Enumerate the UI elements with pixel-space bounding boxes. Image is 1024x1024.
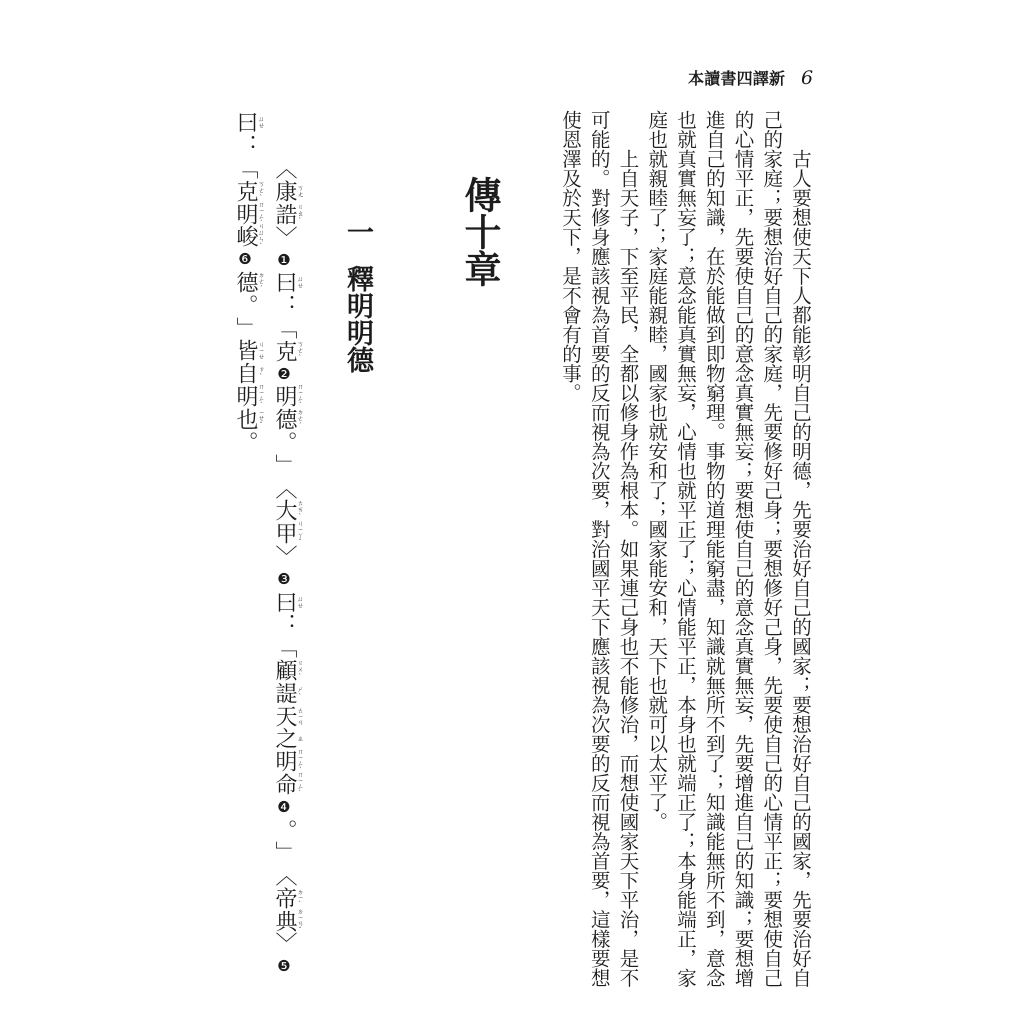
character-glyph: 德 (272, 408, 297, 431)
character-glyph: 」 (233, 316, 258, 339)
classic-character (233, 382, 265, 410)
character-glyph: 。 (233, 293, 258, 316)
character-glyph: 。 (272, 818, 297, 841)
punctuation-mark (272, 636, 296, 659)
character-glyph: 德 (233, 270, 258, 293)
character-glyph: 之 (272, 727, 297, 750)
character-glyph: ❸ (275, 569, 293, 588)
character-glyph: 克 (233, 179, 258, 202)
text-column: 使恩澤及於天下，是不會有的事。 (559, 110, 582, 403)
zhuyin-annotation: ㄩㄝ (296, 275, 304, 289)
character-glyph: ： (233, 134, 258, 157)
zhuyin-annotation: ㄍㄨˋ (296, 659, 304, 681)
zhuyin-annotation: ㄐㄧㄝ (257, 341, 265, 360)
punctuation-mark (272, 157, 296, 180)
punctuation-mark (233, 134, 257, 157)
zhuyin-annotation: ㄗˋ (257, 365, 265, 381)
zhuyin-annotation: ㄊㄧㄢ (296, 706, 304, 725)
zhuyin-annotation: ㄇㄧㄥˊ (296, 748, 304, 775)
punctuation-mark (272, 864, 296, 887)
zhuyin-annotation: ㄇㄧㄥˊ (257, 200, 265, 227)
classic-character (272, 590, 304, 613)
character-glyph: ❹ (275, 797, 293, 816)
character-glyph: 〉 (272, 932, 297, 955)
classic-character (272, 907, 304, 934)
zhuyin-annotation: ㄕˋ (296, 685, 304, 700)
character-glyph: 自 (233, 362, 258, 385)
classic-character (272, 886, 304, 910)
footnote-marker (272, 955, 296, 978)
character-glyph: ❶ (275, 250, 293, 269)
section-heading (343, 218, 371, 373)
punctuation-mark (272, 932, 296, 955)
classic-character (272, 658, 304, 682)
classic-character (272, 202, 304, 226)
translation-text (555, 110, 814, 990)
zhuyin-annotation: ㄓ (296, 735, 304, 742)
zhuyin-annotation: ㄐㄧㄚˇ (296, 520, 304, 547)
classic-character (272, 180, 304, 203)
character-glyph: ： (272, 294, 297, 317)
zhuyin-annotation: ㄇㄧㄥˊ (296, 383, 304, 410)
character-glyph: 曰 (272, 590, 297, 613)
character-glyph: 命 (272, 772, 297, 795)
character-glyph: 〉 (272, 544, 297, 567)
character-glyph: 顧 (272, 658, 297, 681)
character-glyph: 克 (272, 339, 297, 362)
zhuyin-annotation: ㄩㄝ (296, 595, 304, 609)
character-glyph: 〈 (272, 864, 297, 887)
zhuyin-annotation: ㄉㄧˋ (296, 888, 304, 908)
character-glyph: 。 (233, 430, 258, 453)
character-glyph: 〈 (272, 476, 297, 499)
character-glyph: ： (272, 613, 297, 636)
classic-character (272, 727, 304, 750)
classic-character (233, 407, 265, 430)
footnote-marker (272, 567, 296, 590)
character-glyph: 曰 (272, 271, 297, 294)
translation-paragraph (555, 110, 641, 990)
section-title: 釋明明德 (342, 265, 373, 373)
punctuation-mark (272, 476, 296, 499)
running-title: 本讀書四譯新 (688, 69, 786, 88)
punctuation-mark (272, 453, 296, 476)
classic-character (272, 704, 304, 727)
text-column: 可能的。對修身應該視為首要的反而視為次要，對治國平天下應該視為次要的反而視為首要，這樣要想 (587, 110, 611, 988)
zhuyin-annotation: ㄇㄧㄥˊ (257, 382, 265, 410)
character-glyph: 甲 (272, 522, 297, 545)
zhuyin-annotation: ㄊㄞˋ (296, 499, 304, 521)
punctuation-mark (272, 431, 296, 454)
text-column: 古人要想使天下人都能彰明自己的明德，先要治好自己的國家；要想治好自己的國家，先要治好自 (789, 149, 812, 988)
zhuyin-annotation: ㄎㄤ (296, 184, 304, 198)
classic-character (272, 339, 304, 362)
classic-character (272, 770, 304, 798)
character-glyph: 帝 (272, 886, 297, 909)
text-column: 庭也就親睦了；家庭能親睦，國家也就安和了；國家能安和，天下也就可以太平了。 (645, 110, 669, 832)
classic-character (272, 271, 304, 294)
text-column: 也就真實無妄了；意念能真實無妄，心情也就平正了；心情能平正，本身也就端正了；本身能端正，家 (674, 110, 697, 988)
character-glyph: 「 (272, 636, 297, 659)
character-glyph: 〉 (272, 225, 297, 248)
punctuation-mark (272, 613, 296, 636)
zhuyin-annotation: ㄍㄠˋ (296, 203, 304, 225)
classic-character (272, 383, 304, 410)
zhuyin-annotation: ㄐㄩㄣˋ (257, 222, 265, 251)
footnote-marker (272, 362, 296, 385)
character-glyph: 明 (233, 384, 258, 407)
text-column: 上自天子，下至平民，全都以修身作為根本。如果連己身也不能修治，而想使國家天下平治，是不 (616, 149, 640, 988)
character-glyph: 峻 (233, 225, 258, 248)
classic-character (233, 270, 265, 294)
character-glyph: 〈 (272, 157, 297, 180)
character-glyph: 「 (272, 316, 297, 339)
character-glyph: 也 (233, 407, 258, 430)
text-column: 己的家庭；要想治好自己的家庭，先要修好己身；要想修好己身，先要使自己的心情平正；要想使自己 (760, 110, 784, 988)
classic-character (233, 339, 265, 362)
section-number: 一 (342, 218, 373, 245)
punctuation-mark (233, 157, 257, 180)
classic-character (233, 179, 265, 202)
character-glyph: 明 (272, 385, 297, 408)
zhuyin-annotation: ㄎㄜˋ (296, 340, 304, 362)
classic-character (233, 111, 265, 134)
translation-paragraph (642, 110, 815, 990)
zhuyin-annotation: ㄇㄧㄥˋ (296, 770, 304, 798)
punctuation-mark (272, 841, 296, 864)
character-glyph: 典 (272, 909, 297, 932)
character-glyph: ❻ (236, 250, 254, 269)
footnote-marker (233, 248, 257, 271)
character-glyph: 。 (272, 430, 297, 453)
classic-column (272, 157, 304, 978)
page-number: 6 (801, 67, 814, 89)
character-glyph: 天 (272, 704, 297, 727)
character-glyph: 」 (272, 841, 297, 864)
punctuation-mark (272, 294, 296, 317)
text-column: 進自己的知識，在於能做到即物窮理。事物的道理能窮盡，知識就無所不到了；知識能無所不到，意念 (702, 110, 726, 988)
punctuation-mark (272, 545, 296, 568)
character-glyph: 曰 (233, 111, 258, 134)
punctuation-mark (272, 317, 296, 340)
character-glyph: ❺ (275, 957, 293, 976)
classic-character (272, 499, 304, 522)
classic-character (233, 362, 265, 385)
zhuyin-annotation: ㄉㄜˊ (257, 271, 265, 293)
character-glyph: 諟 (272, 681, 297, 704)
character-glyph: 明 (233, 202, 258, 225)
character-glyph: 誥 (272, 202, 297, 225)
punctuation-mark (272, 818, 296, 841)
character-glyph: 皆 (233, 339, 258, 362)
classic-character (272, 681, 304, 704)
character-glyph: ❷ (275, 364, 293, 383)
character-glyph: 大 (272, 499, 297, 522)
footnote-marker (272, 795, 296, 818)
classic-character (272, 408, 304, 431)
classic-column (233, 111, 265, 453)
classic-character (233, 200, 265, 227)
chapter-title: 傳十章 (458, 176, 502, 287)
text-column: 的心情平正，先要使自己的意念真實無妄；要想使自己的意念真實無妄，先要增進自己的知識；要想增 (731, 110, 755, 988)
character-glyph: 明 (272, 750, 297, 773)
zhuyin-annotation: ㄉㄧㄢˇ (296, 907, 304, 934)
character-glyph: 康 (272, 180, 297, 203)
zhuyin-annotation: ㄧㄝˇ (257, 408, 265, 429)
zhuyin-annotation: ㄎㄜˋ (257, 180, 265, 202)
punctuation-mark (233, 430, 257, 453)
classic-character (272, 520, 304, 547)
zhuyin-annotation: ㄩㄝ (257, 115, 265, 129)
zhuyin-annotation: ㄉㄜˊ (296, 408, 304, 430)
punctuation-mark (272, 225, 296, 248)
character-glyph: 「 (233, 156, 258, 179)
character-glyph: 」 (272, 453, 297, 476)
punctuation-mark (233, 293, 257, 316)
footnote-marker (272, 248, 296, 271)
classic-character (272, 748, 304, 775)
punctuation-mark (233, 316, 257, 339)
classic-character (233, 222, 265, 251)
